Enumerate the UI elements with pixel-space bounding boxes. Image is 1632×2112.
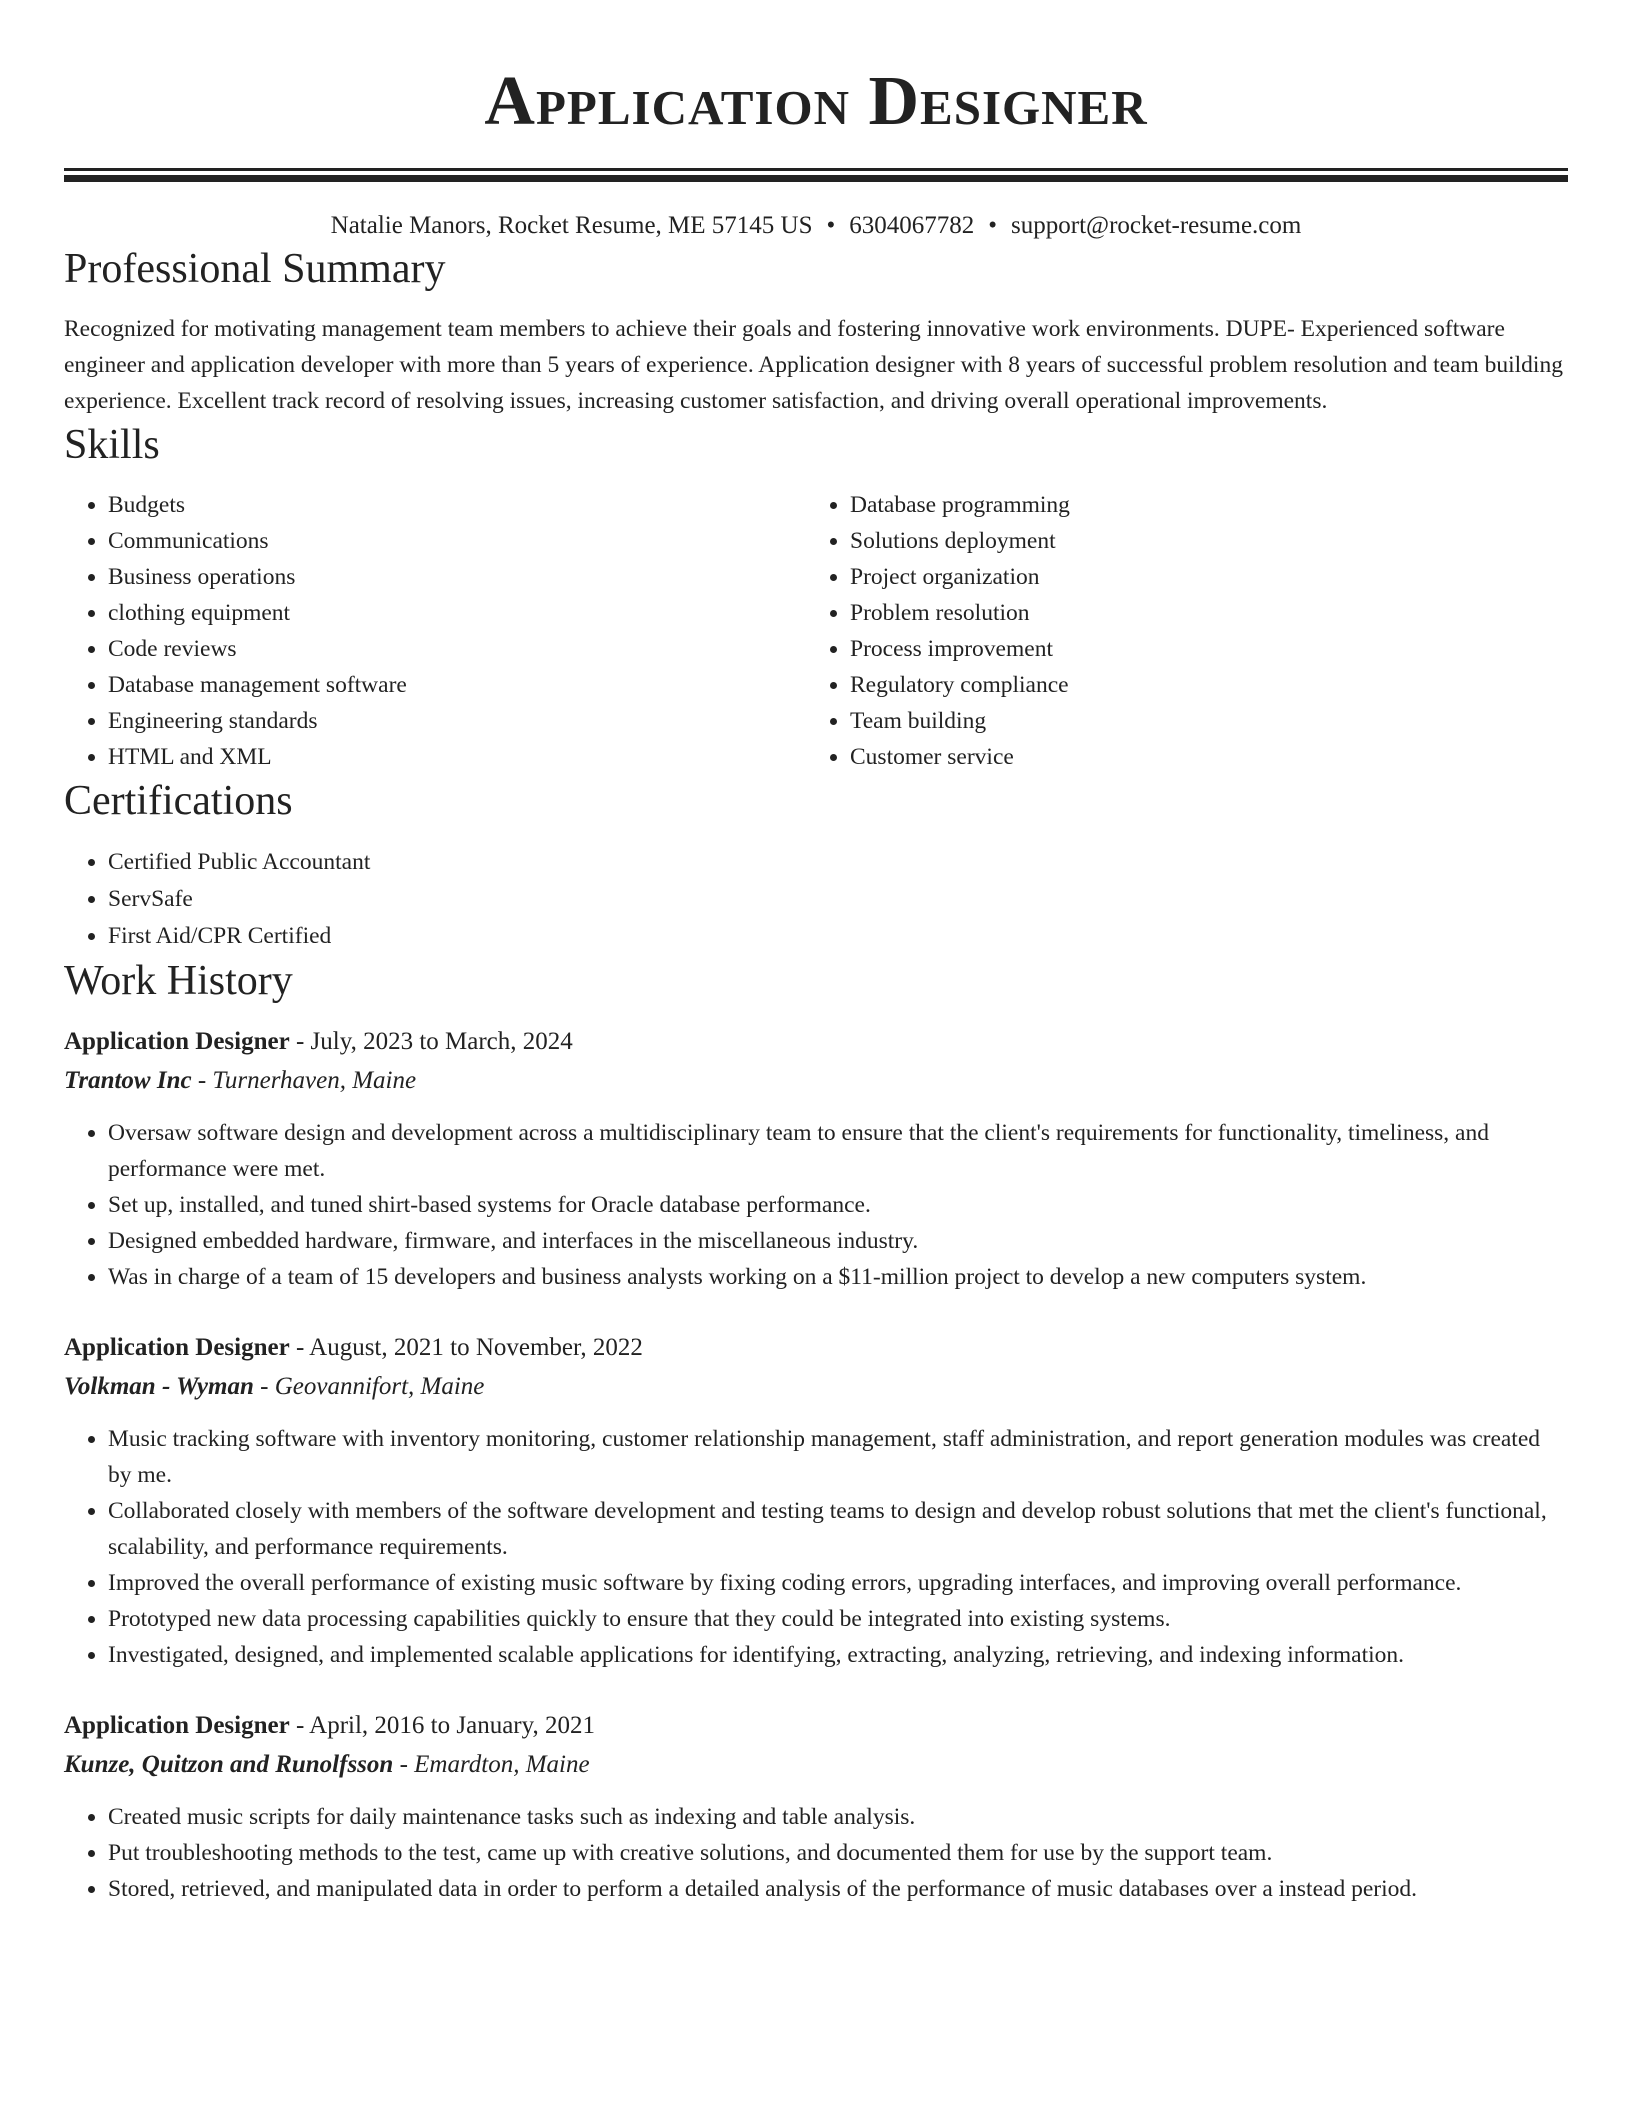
skill-item: • Project organization [850, 559, 1548, 595]
skill-item: • clothing equipment [108, 595, 806, 631]
contact-separator: • [826, 212, 836, 239]
job-dates: - April, 2016 to January, 2021 [289, 1712, 595, 1739]
job-company-line [64, 1367, 1568, 1407]
certification-item: • First Aid/CPR Certified [108, 918, 1568, 955]
company-name: Kunze, Quitzon and Runolfsson [64, 1751, 394, 1778]
job-bullet: • Oversaw software design and development across a multidisciplinary team to ensure that the client's requirements for functionality, timeliness, and performance were met. [108, 1115, 1568, 1187]
skill-item: • Process improvement [850, 631, 1548, 667]
skill-item: • Solutions deployment [850, 523, 1548, 559]
job-bullet: • Set up, installed, and tuned shirt-based systems for Oracle database performance. [108, 1187, 1568, 1223]
job-bullet: • Created music scripts for daily maintenance tasks such as indexing and table analysis. [108, 1799, 1568, 1835]
job-company-line [64, 1061, 1568, 1101]
skill-item: • Code reviews [108, 631, 806, 667]
job-dates: - August, 2021 to November, 2022 [289, 1334, 643, 1361]
skill-item: • Communications [108, 523, 806, 559]
skill-item: • Regulatory compliance [850, 667, 1548, 703]
job-bullet: • Collaborated closely with members of the software development and testing teams to design and develop robust solutions that met the client's functional, scalability, and performance requirements. [108, 1493, 1568, 1565]
job-bullets [64, 1799, 1568, 1907]
job-title: Application Designer [64, 1334, 290, 1361]
skill-item: • Database management software [108, 667, 806, 703]
contact-address: Natalie Manors, Rocket Resume, ME 57145 US [330, 212, 813, 239]
skill-item: • Customer service [850, 739, 1548, 775]
job-entry [64, 1707, 1568, 1907]
job-entry [64, 1329, 1568, 1673]
certifications-list [64, 844, 1568, 955]
work-history-heading: Work History [64, 958, 293, 1004]
job-bullets [64, 1115, 1568, 1295]
skills-list-left [64, 487, 806, 775]
skill-item: • Engineering standards [108, 703, 806, 739]
job-bullet: • Improved the overall performance of existing music software by fixing coding errors, upgrading interfaces, and improving overall performance. [108, 1565, 1568, 1601]
skill-item: • Business operations [108, 559, 806, 595]
contact-separator: • [988, 212, 998, 239]
contact-phone: 6304067782 [849, 212, 975, 239]
skill-item: • HTML and XML [108, 739, 806, 775]
job-company-line [64, 1745, 1568, 1785]
job-bullet: • Prototyped new data processing capabilities quickly to ensure that they could be integrated into existing systems. [108, 1601, 1568, 1637]
summary-text: Recognized for motivating management team members to achieve their goals and fostering innovative work environments. DUPE- Experienced software engineer and application developer with more than 5 years of experience. Application designer with 8 years of successful problem resolution and team building experience. Excellent track record of resolving issues, increasing customer satisfaction, and driving overall operational improvements. [64, 316, 1563, 414]
skill-item: • Team building [850, 703, 1548, 739]
certification-item: • ServSafe [108, 881, 1568, 918]
title-divider [64, 168, 1568, 175]
company-name: Trantow Inc [64, 1067, 192, 1094]
resume-title: Application Designer [484, 63, 1148, 140]
skill-item: • Problem resolution [850, 595, 1548, 631]
job-dates: - July, 2023 to March, 2024 [289, 1028, 573, 1055]
job-bullet: • Music tracking software with inventory monitoring, customer relationship management, staff administration, and report generation modules was created by me. [108, 1421, 1568, 1493]
summary-heading: Professional Summary [64, 246, 446, 292]
job-header [64, 1023, 1568, 1061]
company-location: - Emardton, Maine [393, 1751, 590, 1778]
company-location: - Turnerhaven, Maine [191, 1067, 417, 1094]
skill-item: • Budgets [108, 487, 806, 523]
job-header [64, 1329, 1568, 1367]
job-title: Application Designer [64, 1712, 290, 1739]
job-bullet: • Stored, retrieved, and manipulated data in order to perform a detailed analysis of the performance of music databases over a instead period. [108, 1871, 1568, 1907]
skills-list-right [806, 487, 1548, 775]
job-header [64, 1707, 1568, 1745]
job-bullet: • Designed embedded hardware, firmware, and interfaces in the miscellaneous industry. [108, 1223, 1568, 1259]
job-title: Application Designer [64, 1028, 290, 1055]
job-entry [64, 1023, 1568, 1295]
job-bullets [64, 1421, 1568, 1673]
contact-line [64, 209, 1568, 243]
certification-item: • Certified Public Accountant [108, 844, 1568, 881]
job-bullet: • Put troubleshooting methods to the test, came up with creative solutions, and documented them for use by the support team. [108, 1835, 1568, 1871]
company-location: - Geovannifort, Maine [253, 1373, 485, 1400]
skill-item: • Database programming [850, 487, 1548, 523]
company-name: Volkman - Wyman [64, 1373, 254, 1400]
job-bullet: • Was in charge of a team of 15 developers and business analysts working on a $11-million project to develop a new computers system. [108, 1259, 1568, 1295]
skills-heading: Skills [64, 422, 160, 468]
certifications-heading: Certifications [64, 778, 293, 824]
job-bullet: • Investigated, designed, and implemented scalable applications for identifying, extracting, analyzing, retrieving, and indexing information. [108, 1637, 1568, 1673]
contact-email: support@rocket-resume.com [1011, 212, 1302, 239]
skills-columns [64, 487, 1568, 775]
